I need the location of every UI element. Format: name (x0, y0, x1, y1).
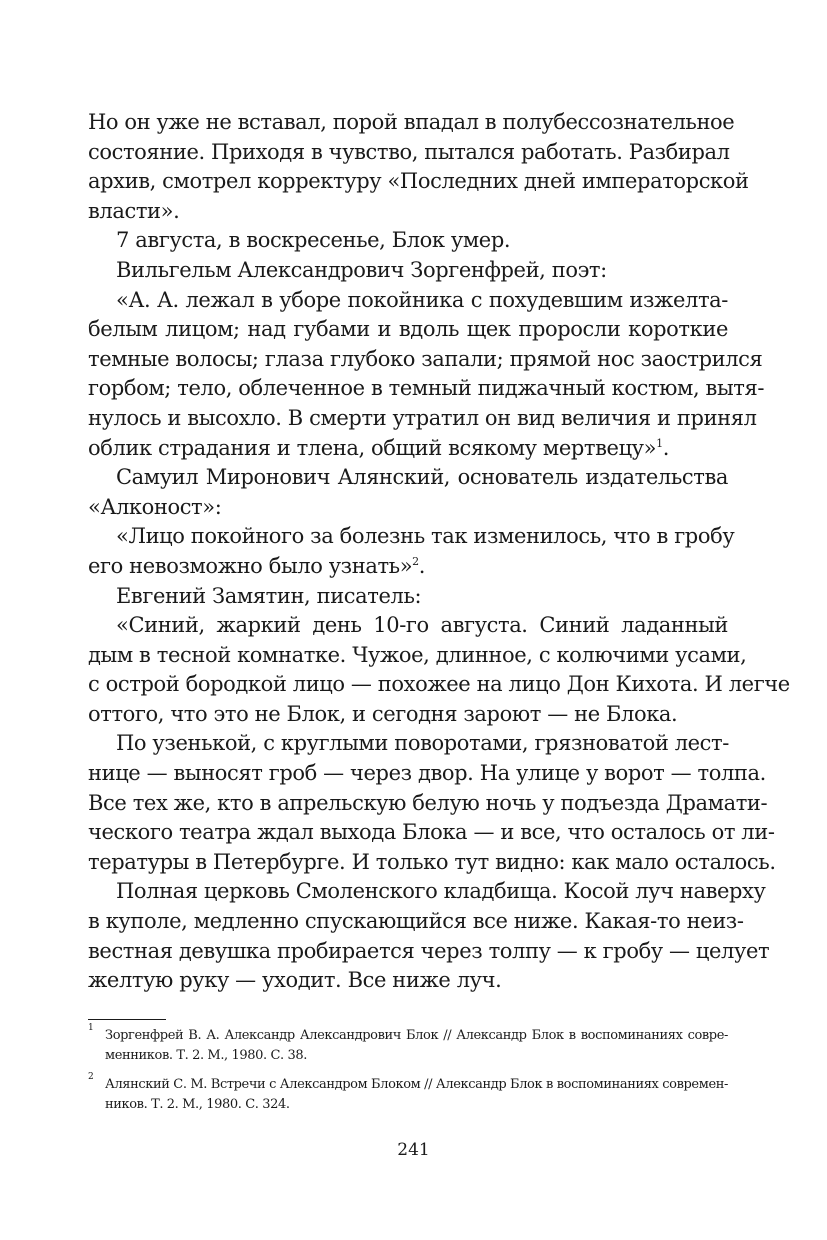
text-line: Самуил Миронович Алянский, основатель издательства (116, 465, 728, 490)
footnote-ref-2[interactable]: 2 (412, 554, 419, 568)
line-text: облик страдания и тлена, общий всякому мертвецу» (88, 435, 657, 460)
text-line (88, 552, 728, 582)
text-line: состояние. Приходя в чувство, пытался работать. Разбирал (88, 139, 730, 164)
text-line: Евгений Замятин, писатель: (116, 583, 422, 608)
text-line (88, 434, 728, 464)
text-line: нулось и высохло. В смерти утратил он вид величия и принял (88, 405, 757, 430)
text-line: «Синий, жаркий день 10-го августа. Синий ладанный (116, 613, 728, 638)
line-text: его невозможно было узнать» (88, 553, 413, 578)
line-end-punct: . (418, 553, 426, 578)
text-line: архив, смотрел корректуру «Последних дней императорской (88, 169, 749, 194)
text-line: власти». (88, 198, 180, 223)
footnote-line: ников. Т. 2. М., 1980. С. 324. (105, 1097, 290, 1112)
page-number: 241 (397, 1140, 430, 1160)
text-line: темные волосы; глаза глубоко запали; прямой нос заострился (88, 346, 763, 371)
text-line: Полная церковь Смоленского кладбища. Косой луч наверху (116, 879, 766, 904)
body-text (88, 108, 790, 996)
footnote-line: Алянский С. М. Встречи с Александром Блоком // Александр Блок в воспоминаниях современ- (105, 1077, 728, 1092)
footnote-number: 1 (88, 1023, 94, 1033)
text-line: белым лицом; над губами и вдоль щек проросли короткие (88, 317, 728, 342)
text-line: нице — выносят гроб — через двор. На улице у ворот — толпа. (88, 761, 766, 786)
text-line: По узенькой, с круглыми поворотами, грязноватой лест- (116, 731, 729, 756)
text-line: дым в тесной комнатке. Чужое, длинное, с колючими усами, (88, 642, 747, 667)
text-line: Все тех же, кто в апрельскую белую ночь у подъезда Драмати- (88, 790, 768, 815)
footnote-ref-1[interactable]: 1 (656, 436, 663, 450)
text-line: оттого, что это не Блок, и сегодня зароют — не Блока. (88, 701, 678, 726)
text-line: «Алконост»: (88, 494, 222, 519)
footnote-1 (88, 1023, 728, 1066)
text-line: с острой бородкой лицо — похожее на лицо Дон Кихота. И легче (88, 672, 790, 697)
footnotes (88, 1023, 728, 1124)
footnote-number: 2 (88, 1072, 94, 1082)
text-line: тературы в Петербурге. И только тут видно: как мало осталось. (88, 849, 776, 874)
text-line: вестная девушка пробирается через толпу — к гробу — целует (88, 938, 770, 963)
footnote-line: менников. Т. 2. М., 1980. С. 38. (105, 1048, 307, 1063)
footnote-divider (88, 1019, 166, 1020)
text-line: «А. А. лежал в уборе покойника с похудевшим изжелта- (116, 287, 728, 312)
text-line: Но он уже не вставал, порой впадал в полубессознательное (88, 110, 735, 134)
text-line: Вильгельм Александрович Зоргенфрей, поэт: (116, 257, 607, 282)
text-line: 7 августа, в воскресенье, Блок умер. (116, 228, 511, 253)
footnote-line: Зоргенфрей В. А. Александр Александрович Блок // Александр Блок в воспоминаниях совре- (105, 1028, 728, 1043)
text-line: «Лицо покойного за болезнь так изменилось, что в гробу (116, 524, 735, 549)
text-line: ческого театра ждал выхода Блока — и все, что осталось от ли- (88, 820, 775, 845)
text-line: в куполе, медленно спускающийся все ниже. Какая-то неиз- (88, 909, 744, 934)
text-line: желтую руку — уходит. Все ниже луч. (88, 968, 502, 993)
footnote-2 (88, 1072, 728, 1115)
text-line: горбом; тело, облеченное в темный пиджачный костюм, вытя- (88, 376, 765, 401)
line-end-punct: . (662, 435, 669, 460)
